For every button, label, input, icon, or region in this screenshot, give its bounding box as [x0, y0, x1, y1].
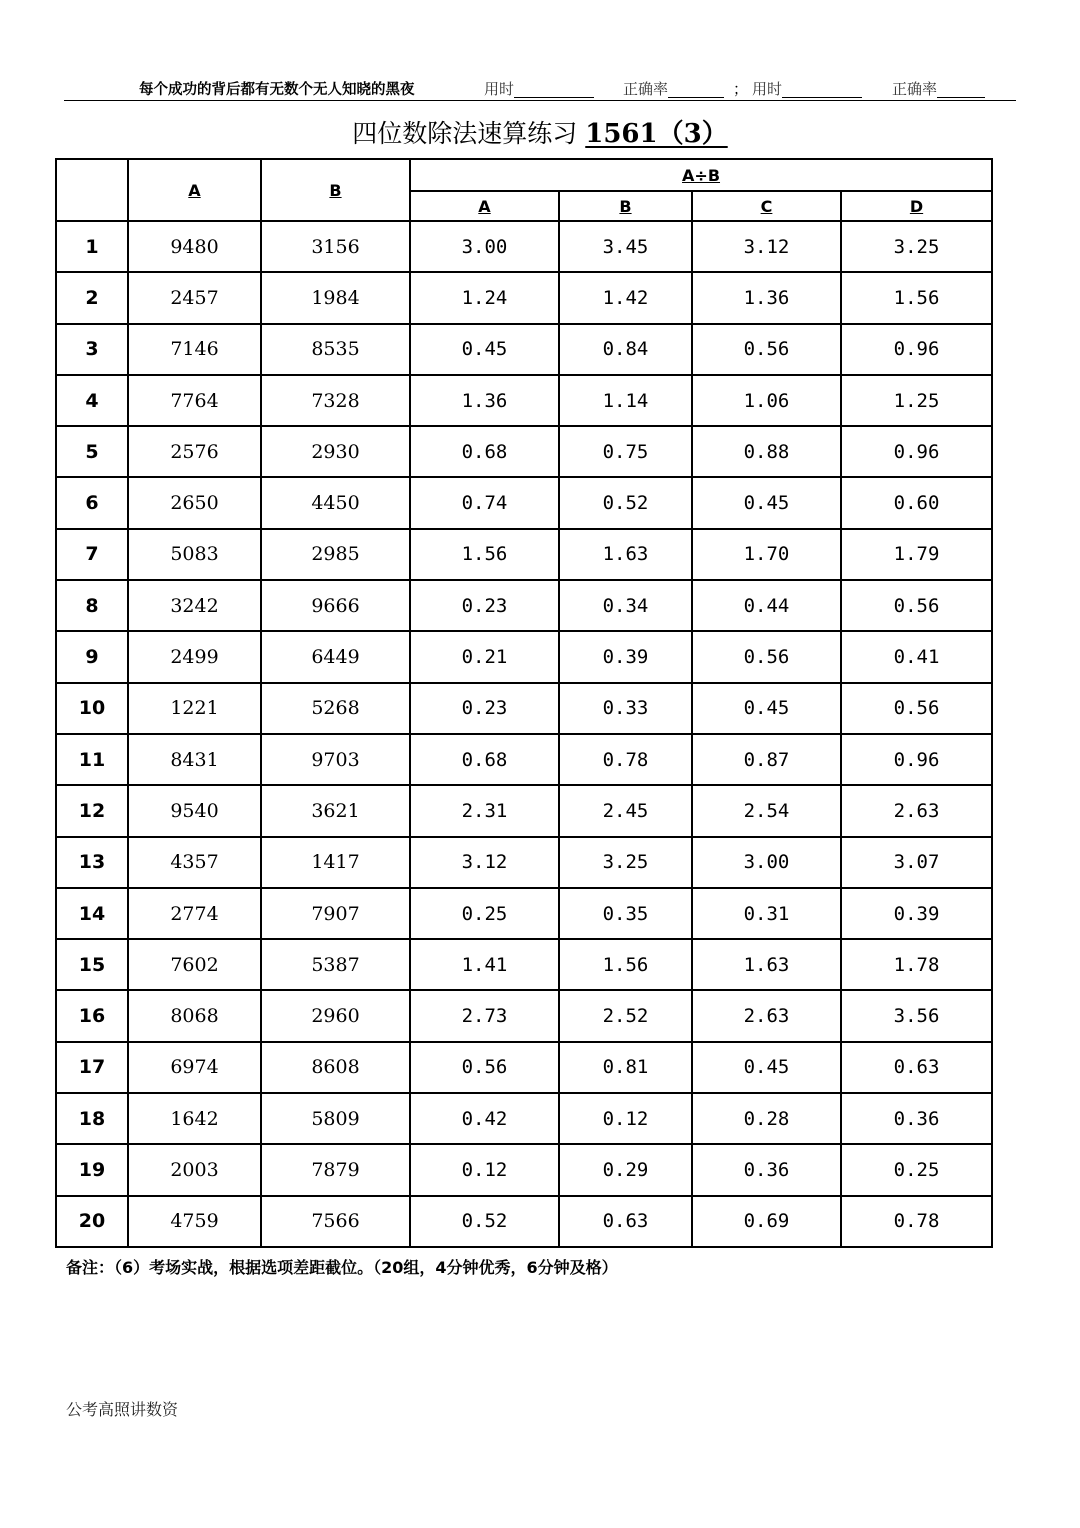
divisor-cell: 8535 — [261, 324, 410, 375]
divisor-cell: 7879 — [261, 1144, 410, 1195]
row-index: 11 — [56, 734, 128, 785]
row-index: 2 — [56, 272, 128, 323]
divisor-cell: 5268 — [261, 683, 410, 734]
divisor-cell: 7328 — [261, 375, 410, 426]
divisor-cell: 4450 — [261, 477, 410, 528]
option-d-cell: 1.25 — [841, 375, 992, 426]
option-d-cell: 3.25 — [841, 221, 992, 272]
page-title — [0, 113, 1080, 150]
row-index: 18 — [56, 1093, 128, 1144]
option-d-cell: 3.07 — [841, 837, 992, 888]
table-row — [56, 1196, 992, 1247]
header-line — [64, 74, 1016, 101]
row-index: 9 — [56, 631, 128, 682]
divisor-cell: 2930 — [261, 426, 410, 477]
divisor-cell: 9703 — [261, 734, 410, 785]
row-index: 20 — [56, 1196, 128, 1247]
row-index: 17 — [56, 1042, 128, 1093]
option-d-cell: 0.78 — [841, 1196, 992, 1247]
option-b-cell: 2.52 — [559, 990, 692, 1041]
accuracy-field-1[interactable] — [623, 78, 668, 99]
option-c-cell: 0.88 — [692, 426, 841, 477]
time-blank-1[interactable] — [514, 82, 594, 98]
divisor-cell: 3156 — [261, 221, 410, 272]
option-a-cell: 0.42 — [410, 1093, 559, 1144]
option-a-cell: 0.74 — [410, 477, 559, 528]
option-a-cell: 0.56 — [410, 1042, 559, 1093]
accuracy-blank-1[interactable] — [668, 82, 724, 98]
accuracy-field-2[interactable] — [892, 78, 937, 99]
option-b-cell: 0.52 — [559, 477, 692, 528]
accuracy-blank-2[interactable] — [937, 82, 985, 98]
dividend-cell: 1221 — [128, 683, 261, 734]
option-a-cell: 1.41 — [410, 939, 559, 990]
option-d-cell: 1.78 — [841, 939, 992, 990]
option-b-cell: 0.81 — [559, 1042, 692, 1093]
row-index: 8 — [56, 580, 128, 631]
option-b-cell: 0.34 — [559, 580, 692, 631]
dividend-cell: 4357 — [128, 837, 261, 888]
option-b-cell: 1.14 — [559, 375, 692, 426]
option-c-cell: 0.45 — [692, 1042, 841, 1093]
option-a-cell: 0.21 — [410, 631, 559, 682]
row-index: 7 — [56, 529, 128, 580]
option-a-cell: 0.68 — [410, 734, 559, 785]
option-c-cell: 0.56 — [692, 631, 841, 682]
table-row — [56, 837, 992, 888]
row-index: 13 — [56, 837, 128, 888]
table-row — [56, 990, 992, 1041]
dividend-cell: 2003 — [128, 1144, 261, 1195]
table-row — [56, 1144, 992, 1195]
option-c-cell: 0.87 — [692, 734, 841, 785]
option-a-cell: 0.25 — [410, 888, 559, 939]
option-c-cell: 1.06 — [692, 375, 841, 426]
time-label-2: 用时 — [752, 80, 783, 98]
option-header-c: C — [692, 191, 841, 221]
divisor-cell: 3621 — [261, 785, 410, 836]
dividend-cell: 6974 — [128, 1042, 261, 1093]
option-a-cell: 2.73 — [410, 990, 559, 1041]
row-index: 15 — [56, 939, 128, 990]
option-b-cell: 0.78 — [559, 734, 692, 785]
table-row — [56, 631, 992, 682]
option-a-cell: 1.56 — [410, 529, 559, 580]
option-c-cell: 1.63 — [692, 939, 841, 990]
time-field-2[interactable] — [752, 78, 782, 99]
option-b-cell: 1.42 — [559, 272, 692, 323]
option-c-cell: 0.56 — [692, 324, 841, 375]
option-b-cell: 0.29 — [559, 1144, 692, 1195]
table-row — [56, 1042, 992, 1093]
option-a-cell: 0.52 — [410, 1196, 559, 1247]
motto: 每个成功的背后都有无数个无人知晓的黑夜 — [139, 82, 415, 98]
option-b-cell: 0.12 — [559, 1093, 692, 1144]
divisor-cell: 1417 — [261, 837, 410, 888]
option-a-cell: 3.00 — [410, 221, 559, 272]
divisor-cell: 1984 — [261, 272, 410, 323]
option-c-cell: 0.36 — [692, 1144, 841, 1195]
dividend-cell: 9480 — [128, 221, 261, 272]
row-index: 16 — [56, 990, 128, 1041]
divisor-cell: 9666 — [261, 580, 410, 631]
option-c-cell: 2.63 — [692, 990, 841, 1041]
divisor-cell: 7566 — [261, 1196, 410, 1247]
exercise-table — [55, 158, 993, 1248]
option-a-cell: 0.23 — [410, 580, 559, 631]
time-label-1: 用时 — [484, 80, 515, 98]
table-body — [56, 221, 992, 1247]
row-index: 5 — [56, 426, 128, 477]
divisor-cell: 5809 — [261, 1093, 410, 1144]
option-header-b: B — [559, 191, 692, 221]
divisor-cell: 2960 — [261, 990, 410, 1041]
row-index: 12 — [56, 785, 128, 836]
table-row — [56, 324, 992, 375]
table-row — [56, 477, 992, 528]
option-d-cell: 0.60 — [841, 477, 992, 528]
row-index: 4 — [56, 375, 128, 426]
table-row — [56, 375, 992, 426]
dividend-cell: 7146 — [128, 324, 261, 375]
option-c-cell: 3.12 — [692, 221, 841, 272]
table-row — [56, 426, 992, 477]
dividend-cell: 4759 — [128, 1196, 261, 1247]
option-a-cell: 0.23 — [410, 683, 559, 734]
option-c-cell: 0.69 — [692, 1196, 841, 1247]
accuracy-label-1: 正确率 — [623, 80, 669, 98]
option-d-cell: 0.56 — [841, 683, 992, 734]
table-row — [56, 580, 992, 631]
option-b-cell: 0.39 — [559, 631, 692, 682]
option-d-cell: 1.79 — [841, 529, 992, 580]
option-a-cell: 1.36 — [410, 375, 559, 426]
option-a-cell: 0.12 — [410, 1144, 559, 1195]
divisor-cell: 7907 — [261, 888, 410, 939]
table-row — [56, 785, 992, 836]
time-field-1[interactable] — [484, 78, 514, 99]
dividend-cell: 9540 — [128, 785, 261, 836]
option-d-cell: 0.96 — [841, 324, 992, 375]
option-header-d: D — [841, 191, 992, 221]
option-d-cell: 3.56 — [841, 990, 992, 1041]
option-b-cell: 0.63 — [559, 1196, 692, 1247]
col-b-header: B — [261, 159, 410, 221]
dividend-cell: 3242 — [128, 580, 261, 631]
option-a-cell: 0.45 — [410, 324, 559, 375]
option-b-cell: 2.45 — [559, 785, 692, 836]
group-header: A÷B — [410, 159, 992, 191]
divisor-cell: 8608 — [261, 1042, 410, 1093]
row-index: 19 — [56, 1144, 128, 1195]
divisor-cell: 2985 — [261, 529, 410, 580]
table-row — [56, 1093, 992, 1144]
option-b-cell: 0.35 — [559, 888, 692, 939]
option-d-cell: 1.56 — [841, 272, 992, 323]
accuracy-label-2: 正确率 — [892, 80, 938, 98]
option-b-cell: 0.84 — [559, 324, 692, 375]
title-number: 1561（3） — [585, 119, 728, 149]
option-b-cell: 1.56 — [559, 939, 692, 990]
table-row — [56, 272, 992, 323]
option-d-cell: 0.96 — [841, 426, 992, 477]
row-index: 1 — [56, 221, 128, 272]
note: 备注：（6）考场实战，根据选项差距截位。（20组，4分钟优秀，6分钟及格） — [66, 1258, 618, 1277]
dividend-cell: 2499 — [128, 631, 261, 682]
index-header — [56, 159, 128, 221]
dividend-cell: 1642 — [128, 1093, 261, 1144]
option-b-cell: 1.63 — [559, 529, 692, 580]
option-d-cell: 0.36 — [841, 1093, 992, 1144]
dividend-cell: 5083 — [128, 529, 261, 580]
option-a-cell: 0.68 — [410, 426, 559, 477]
option-d-cell: 0.96 — [841, 734, 992, 785]
dividend-cell: 2650 — [128, 477, 261, 528]
option-d-cell: 0.41 — [841, 631, 992, 682]
table-row — [56, 939, 992, 990]
option-c-cell: 0.45 — [692, 683, 841, 734]
option-d-cell: 0.25 — [841, 1144, 992, 1195]
row-index: 10 — [56, 683, 128, 734]
option-c-cell: 3.00 — [692, 837, 841, 888]
footer: 公考高照讲数资 — [66, 1400, 179, 1419]
option-b-cell: 3.45 — [559, 221, 692, 272]
dividend-cell: 8068 — [128, 990, 261, 1041]
option-d-cell: 0.63 — [841, 1042, 992, 1093]
dividend-cell: 2774 — [128, 888, 261, 939]
option-c-cell: 0.44 — [692, 580, 841, 631]
divisor-cell: 6449 — [261, 631, 410, 682]
table-row — [56, 734, 992, 785]
option-d-cell: 2.63 — [841, 785, 992, 836]
dividend-cell: 7602 — [128, 939, 261, 990]
row-index: 6 — [56, 477, 128, 528]
option-a-cell: 1.24 — [410, 272, 559, 323]
table-row — [56, 888, 992, 939]
title-text: 四位数除法速算练习 — [352, 119, 578, 148]
option-a-cell: 3.12 — [410, 837, 559, 888]
option-c-cell: 1.70 — [692, 529, 841, 580]
option-c-cell: 0.45 — [692, 477, 841, 528]
header-separator: ； — [733, 80, 749, 98]
dividend-cell: 7764 — [128, 375, 261, 426]
option-b-cell: 3.25 — [559, 837, 692, 888]
option-d-cell: 0.39 — [841, 888, 992, 939]
row-index: 14 — [56, 888, 128, 939]
time-blank-2[interactable] — [782, 82, 862, 98]
table-row — [56, 683, 992, 734]
option-header-a: A — [410, 191, 559, 221]
table-row — [56, 221, 992, 272]
option-c-cell: 0.31 — [692, 888, 841, 939]
dividend-cell: 2576 — [128, 426, 261, 477]
option-b-cell: 0.33 — [559, 683, 692, 734]
option-b-cell: 0.75 — [559, 426, 692, 477]
table-row — [56, 529, 992, 580]
row-index: 3 — [56, 324, 128, 375]
dividend-cell: 8431 — [128, 734, 261, 785]
divisor-cell: 5387 — [261, 939, 410, 990]
option-c-cell: 2.54 — [692, 785, 841, 836]
option-a-cell: 2.31 — [410, 785, 559, 836]
option-d-cell: 0.56 — [841, 580, 992, 631]
col-a-header: A — [128, 159, 261, 221]
dividend-cell: 2457 — [128, 272, 261, 323]
option-c-cell: 1.36 — [692, 272, 841, 323]
option-c-cell: 0.28 — [692, 1093, 841, 1144]
